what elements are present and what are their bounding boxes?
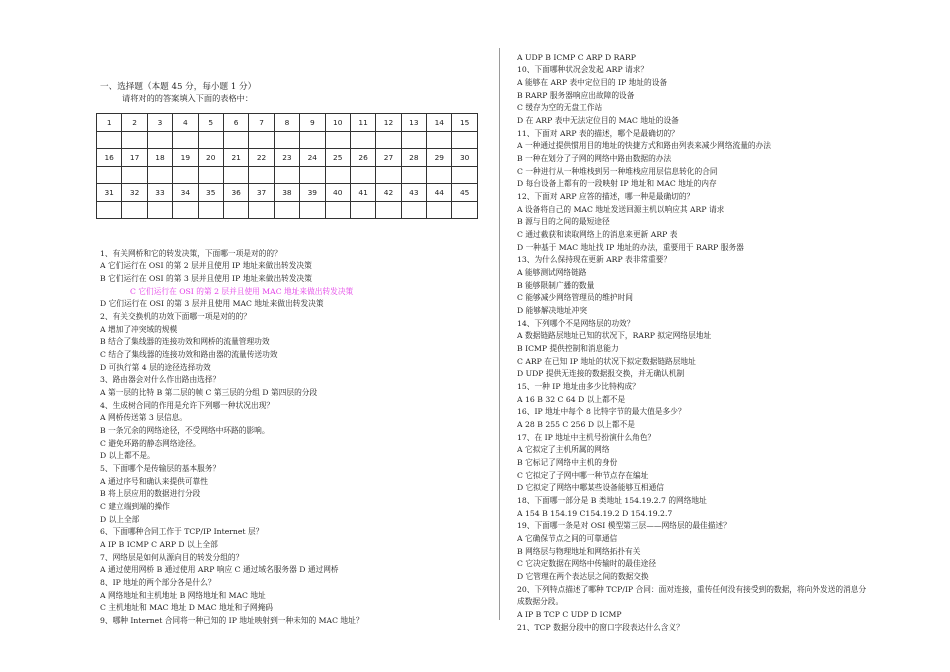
question-number-cell: 5 bbox=[198, 114, 223, 132]
question-line: A 网络地址和主机地址 B 网络地址和 MAC 地址 bbox=[100, 590, 266, 600]
question-line: A IP B ICMP C ARP D 以上全部 bbox=[100, 539, 218, 549]
question-line: 6、下面哪种合同工作于 TCP/IP Internet 层？ bbox=[100, 527, 264, 537]
question-line: D 能够解决地址冲突 bbox=[517, 305, 588, 315]
question-number-cell: 2 bbox=[122, 114, 147, 132]
question-line: A 第一层的比特 B 第二层的帧 C 第三层的分组 D 第四层的分段 bbox=[100, 387, 318, 397]
answer-cell[interactable] bbox=[452, 131, 477, 149]
question-number-cell: 35 bbox=[198, 184, 223, 202]
question-number-cell: 22 bbox=[249, 149, 274, 167]
question-number-cell: 17 bbox=[122, 149, 147, 167]
question-line: B 结合了集线器的连接功效和网桥的流量管理功效 bbox=[100, 337, 270, 347]
answer-cell[interactable] bbox=[401, 131, 426, 149]
answer-cell[interactable] bbox=[350, 201, 375, 219]
answer-cell[interactable] bbox=[427, 131, 452, 149]
question-number-cell: 27 bbox=[376, 149, 401, 167]
question-number-cell: 42 bbox=[376, 184, 401, 202]
question-number-cell: 12 bbox=[376, 114, 401, 132]
question-number-cell: 26 bbox=[350, 149, 375, 167]
question-line: A 增加了冲突域的规模 bbox=[100, 324, 178, 334]
question-line: B 它标记了网络中主机的身份 bbox=[517, 458, 618, 467]
question-line: A 通过序号和确认来提供可靠性 bbox=[100, 476, 208, 486]
highlighted-option-line: C 它们运行在 OSI 的第 2 层并且使用 MAC 地址来做出转发决策 bbox=[130, 286, 354, 296]
question-line: D 它们运行在 OSI 的第 3 层并且使用 MAC 地址来做出转发决策 bbox=[100, 299, 324, 309]
question-line: 7、网络层是如何从源向目的转发分组的？ bbox=[100, 552, 244, 562]
answer-cell[interactable] bbox=[97, 131, 122, 149]
question-number-cell: 33 bbox=[147, 184, 172, 202]
question-line: 2、有关交换机的功效下面哪一项是对的的？ bbox=[100, 311, 251, 321]
question-line: A 数据链路层地址已知的状况下，RARP 拟定网络层地址 bbox=[517, 331, 712, 341]
answer-cell[interactable] bbox=[350, 166, 375, 184]
question-line: A 一种通过提供惯用目的地址的快捷方式和路由列表来减少网络流量的办法 bbox=[517, 141, 771, 151]
question-line: 21、TCP 数据分段中的窗口字段表达什么含义？ bbox=[517, 622, 684, 632]
question-line: C 一种进行从一种堆栈到另一种堆栈应用层信息转化的合同 bbox=[517, 166, 718, 176]
question-line: A 能够在 ARP 表中定位目的 IP 地址的设备 bbox=[517, 77, 668, 87]
question-line: 19、下面哪一条是对 OSI 模型第三层——网络层的最佳描述？ bbox=[517, 521, 731, 531]
question-number-cell: 31 bbox=[97, 184, 122, 202]
question-line: 3、路由器会对什么作出路由选择？ bbox=[100, 375, 221, 385]
question-line: C ARP 在已知 IP 地址的状况下拟定数据链路层地址 bbox=[517, 356, 696, 366]
question-line: 5、下面哪个是传输层的基本服务？ bbox=[100, 463, 221, 473]
question-line: C 建立端到端的操作 bbox=[100, 501, 170, 511]
question-number-cell: 20 bbox=[198, 149, 223, 167]
answer-cell[interactable] bbox=[249, 131, 274, 149]
question-line: A 16 B 32 C 64 D 以上都不是 bbox=[517, 394, 626, 404]
question-number-cell: 40 bbox=[325, 184, 350, 202]
question-line: B 一条冗余的网络途径，不受网络中环路的影响。 bbox=[100, 425, 270, 435]
question-number-cell: 28 bbox=[401, 149, 426, 167]
question-number-cell: 16 bbox=[97, 149, 122, 167]
section-heading: 一、选择题（本题 45 分，每小题 1 分） bbox=[100, 82, 257, 92]
question-number-cell: 6 bbox=[223, 114, 248, 132]
answer-cell[interactable] bbox=[249, 166, 274, 184]
answer-cell[interactable] bbox=[223, 201, 248, 219]
question-line: 10、下面哪种状况会发起 ARP 请求？ bbox=[517, 65, 649, 75]
answer-table-blank-row bbox=[97, 166, 478, 184]
question-line: D 一种基于 MAC 地址找 IP 地址的办法，重要用于 RARP 服务器 bbox=[517, 242, 744, 252]
answer-cell[interactable] bbox=[427, 201, 452, 219]
question-line: A 它们运行在 OSI 的第 2 层并且使用 IP 地址来做出转发决策 bbox=[100, 261, 312, 271]
question-line: B 网络层与物理地址和网络拓扑有关 bbox=[517, 546, 641, 556]
answer-cell[interactable] bbox=[173, 201, 198, 219]
question-line: 14、下列哪个不是网络层的功效？ bbox=[517, 318, 635, 328]
answer-cell[interactable] bbox=[198, 201, 223, 219]
question-line: 4、生成树合同的作用是允许下列哪一种状况出现？ bbox=[100, 400, 275, 410]
answer-cell[interactable] bbox=[325, 166, 350, 184]
question-number-cell: 9 bbox=[300, 114, 325, 132]
question-line: D UDP 提供无连接的数据报交换，并无确认机制 bbox=[517, 369, 685, 379]
question-line: B 将上层应用的数据进行分段 bbox=[100, 489, 201, 499]
answer-cell[interactable] bbox=[274, 131, 299, 149]
answer-table bbox=[96, 113, 478, 219]
question-line: D 它拟定了网络中哪某些设备能够互相通信 bbox=[517, 483, 664, 493]
answer-cell[interactable] bbox=[452, 166, 477, 184]
question-number-cell: 21 bbox=[223, 149, 248, 167]
answer-cell[interactable] bbox=[173, 166, 198, 184]
question-line: A 通过使用网桥 B 通过使用 ARP 响应 C 通过域名服务器 D 通过网桥 bbox=[100, 565, 339, 575]
question-line: 20、下列特点描述了哪种 TCP/IP 合同：面对连接，重传任何没有接受到的数据，将向外发送的消息分 bbox=[517, 584, 867, 594]
question-line: C 结合了集线器的连接功效和路由器的流量传送功效 bbox=[100, 349, 278, 359]
question-line: 17、在 IP 地址中主机号扮演什么角色？ bbox=[517, 432, 656, 442]
question-line: 12、下面对 ARP 应答的描述，哪一种是最确切的？ bbox=[517, 191, 695, 201]
question-line: 1、有关网桥和它的转发决策，下面哪一项是对的的？ bbox=[100, 248, 282, 258]
question-number-cell: 4 bbox=[173, 114, 198, 132]
answer-cell[interactable] bbox=[401, 201, 426, 219]
question-number-cell: 10 bbox=[325, 114, 350, 132]
question-line: A UDP B ICMP C ARP D RARP bbox=[517, 52, 636, 62]
question-number-cell: 19 bbox=[173, 149, 198, 167]
question-line: 成数据分段。 bbox=[517, 597, 564, 607]
answer-table-number-row bbox=[97, 114, 478, 132]
answer-cell[interactable] bbox=[300, 166, 325, 184]
answer-cell[interactable] bbox=[300, 131, 325, 149]
question-number-cell: 37 bbox=[249, 184, 274, 202]
answer-cell[interactable] bbox=[325, 131, 350, 149]
question-number-cell: 1 bbox=[97, 114, 122, 132]
question-number-cell: 34 bbox=[173, 184, 198, 202]
question-line: B ICMP 提供控制和消息能力 bbox=[517, 343, 619, 353]
answer-cell[interactable] bbox=[97, 166, 122, 184]
answer-cell[interactable] bbox=[376, 131, 401, 149]
question-line: 18、下面哪一部分是 B 类地址 154.19.2.7 的网络地址 bbox=[517, 496, 707, 506]
question-line: C 避免环路的静态网络途径。 bbox=[100, 438, 201, 448]
question-line: 15、一种 IP 地址由多少比特构成？ bbox=[517, 381, 640, 391]
left-question-list bbox=[100, 248, 363, 628]
question-number-cell: 43 bbox=[401, 184, 426, 202]
question-number-cell: 3 bbox=[147, 114, 172, 132]
answer-cell[interactable] bbox=[147, 131, 172, 149]
question-number-cell: 45 bbox=[452, 184, 477, 202]
question-line: C 缓存为空的无盘工作站 bbox=[517, 103, 603, 113]
answer-cell[interactable] bbox=[401, 166, 426, 184]
answer-table-number-row bbox=[97, 184, 478, 202]
question-line: B RARP 服务器响应出故障的设备 bbox=[517, 90, 635, 100]
question-number-cell: 15 bbox=[452, 114, 477, 132]
question-line: D 它管理在两个表达层之间的数据交换 bbox=[517, 572, 649, 582]
answer-cell[interactable] bbox=[223, 131, 248, 149]
question-line: B 源与目的之间的最短途径 bbox=[517, 217, 610, 227]
question-line: 8、IP 地址的两个部分各是什么？ bbox=[100, 577, 216, 587]
question-number-cell: 44 bbox=[427, 184, 452, 202]
question-number-cell: 36 bbox=[223, 184, 248, 202]
question-line: A 154 B 154.19 C154.19.2 D 154.19.2.7 bbox=[517, 508, 673, 518]
question-line: A 它拟定了主机所属的网络 bbox=[517, 445, 610, 455]
question-number-cell: 7 bbox=[249, 114, 274, 132]
answer-table-number-row bbox=[97, 149, 478, 167]
answer-cell[interactable] bbox=[147, 201, 172, 219]
column-divider bbox=[499, 48, 500, 620]
question-line: C 它拟定了子网中哪一种节点存在编址 bbox=[517, 470, 649, 480]
answer-cell[interactable] bbox=[427, 166, 452, 184]
question-number-cell: 14 bbox=[427, 114, 452, 132]
question-number-cell: 41 bbox=[350, 184, 375, 202]
question-line: C 它决定数据在网络中传输时的最佳途径 bbox=[517, 559, 657, 569]
question-line: A 设备将自己的 MAC 地址发送回源主机以响应其 ARP 请求 bbox=[517, 204, 725, 214]
answer-cell[interactable] bbox=[173, 131, 198, 149]
section-instruction: 请将对的的答案填入下面的表格中： bbox=[122, 93, 254, 103]
question-number-cell: 18 bbox=[147, 149, 172, 167]
question-number-cell: 30 bbox=[452, 149, 477, 167]
question-line: C 通过截获和读取网络上的消息来更新 ARP 表 bbox=[517, 229, 678, 239]
question-number-cell: 25 bbox=[325, 149, 350, 167]
answer-table-blank-row bbox=[97, 131, 478, 149]
question-line: D 可执行第 4 层的途径选择功效 bbox=[100, 362, 211, 372]
question-number-cell: 23 bbox=[274, 149, 299, 167]
answer-cell[interactable] bbox=[97, 201, 122, 219]
question-line: 9、哪种 Internet 合同将一种已知的 IP 地址映射到一种未知的 MAC 地址？ bbox=[100, 615, 364, 625]
question-line: B 它们运行在 OSI 的第 3 层并且使用 IP 地址来做出转发决策 bbox=[100, 273, 312, 283]
question-number-cell: 32 bbox=[122, 184, 147, 202]
answer-cell[interactable] bbox=[300, 201, 325, 219]
right-question-list bbox=[517, 52, 866, 635]
question-line: C 主机地址和 MAC 地址 D MAC 地址和子网掩码 bbox=[100, 603, 273, 613]
answer-cell[interactable] bbox=[122, 166, 147, 184]
answer-cell[interactable] bbox=[122, 131, 147, 149]
question-line: A 28 B 255 C 256 D 以上都不是 bbox=[517, 419, 635, 429]
answer-cell[interactable] bbox=[274, 201, 299, 219]
question-line: D 在 ARP 表中无法定位目的 MAC 地址的设备 bbox=[517, 115, 679, 125]
answer-cell[interactable] bbox=[223, 166, 248, 184]
answer-cell[interactable] bbox=[274, 166, 299, 184]
question-number-cell: 8 bbox=[274, 114, 299, 132]
question-line: A 能够测试网络链路 bbox=[517, 267, 587, 277]
answer-cell[interactable] bbox=[198, 166, 223, 184]
answer-cell[interactable] bbox=[376, 166, 401, 184]
answer-cell[interactable] bbox=[147, 166, 172, 184]
question-number-cell: 38 bbox=[274, 184, 299, 202]
question-line: D 每台设备上都有的一段映射 IP 地址和 MAC 地址的内存 bbox=[517, 179, 717, 189]
question-line: 11、下面对 ARP 表的描述，哪个是最确切的？ bbox=[517, 128, 679, 138]
question-line: D 以上全部 bbox=[100, 514, 140, 524]
question-line: 13、为什么保持现在更新 ARP 表非常重要？ bbox=[517, 255, 672, 265]
answer-table-blank-row bbox=[97, 201, 478, 219]
question-line: B 能够限制广播的数量 bbox=[517, 280, 595, 290]
question-line: D 以上都不是。 bbox=[100, 451, 155, 461]
answer-cell[interactable] bbox=[198, 131, 223, 149]
question-number-cell: 24 bbox=[300, 149, 325, 167]
question-line: 16、IP 地址中每个 8 比特字节的最大值是多少？ bbox=[517, 407, 686, 417]
answer-cell[interactable] bbox=[452, 201, 477, 219]
question-line: C 能够减少网络管理员的维护时间 bbox=[517, 293, 633, 303]
question-line: A 网桥传送第 3 层信息。 bbox=[100, 413, 187, 423]
question-number-cell: 29 bbox=[427, 149, 452, 167]
question-number-cell: 13 bbox=[401, 114, 426, 132]
question-line: B 一种在划分了子网的网络中路由数据的办法 bbox=[517, 153, 672, 163]
question-number-cell: 39 bbox=[300, 184, 325, 202]
answer-cell[interactable] bbox=[376, 201, 401, 219]
question-line: A 它确保节点之间的可靠通信 bbox=[517, 534, 618, 544]
answer-cell[interactable] bbox=[249, 201, 274, 219]
answer-cell[interactable] bbox=[122, 201, 147, 219]
question-line: A IP B TCP C UDP D ICMP bbox=[517, 610, 622, 620]
question-number-cell: 11 bbox=[350, 114, 375, 132]
answer-cell[interactable] bbox=[350, 131, 375, 149]
answer-cell[interactable] bbox=[325, 201, 350, 219]
